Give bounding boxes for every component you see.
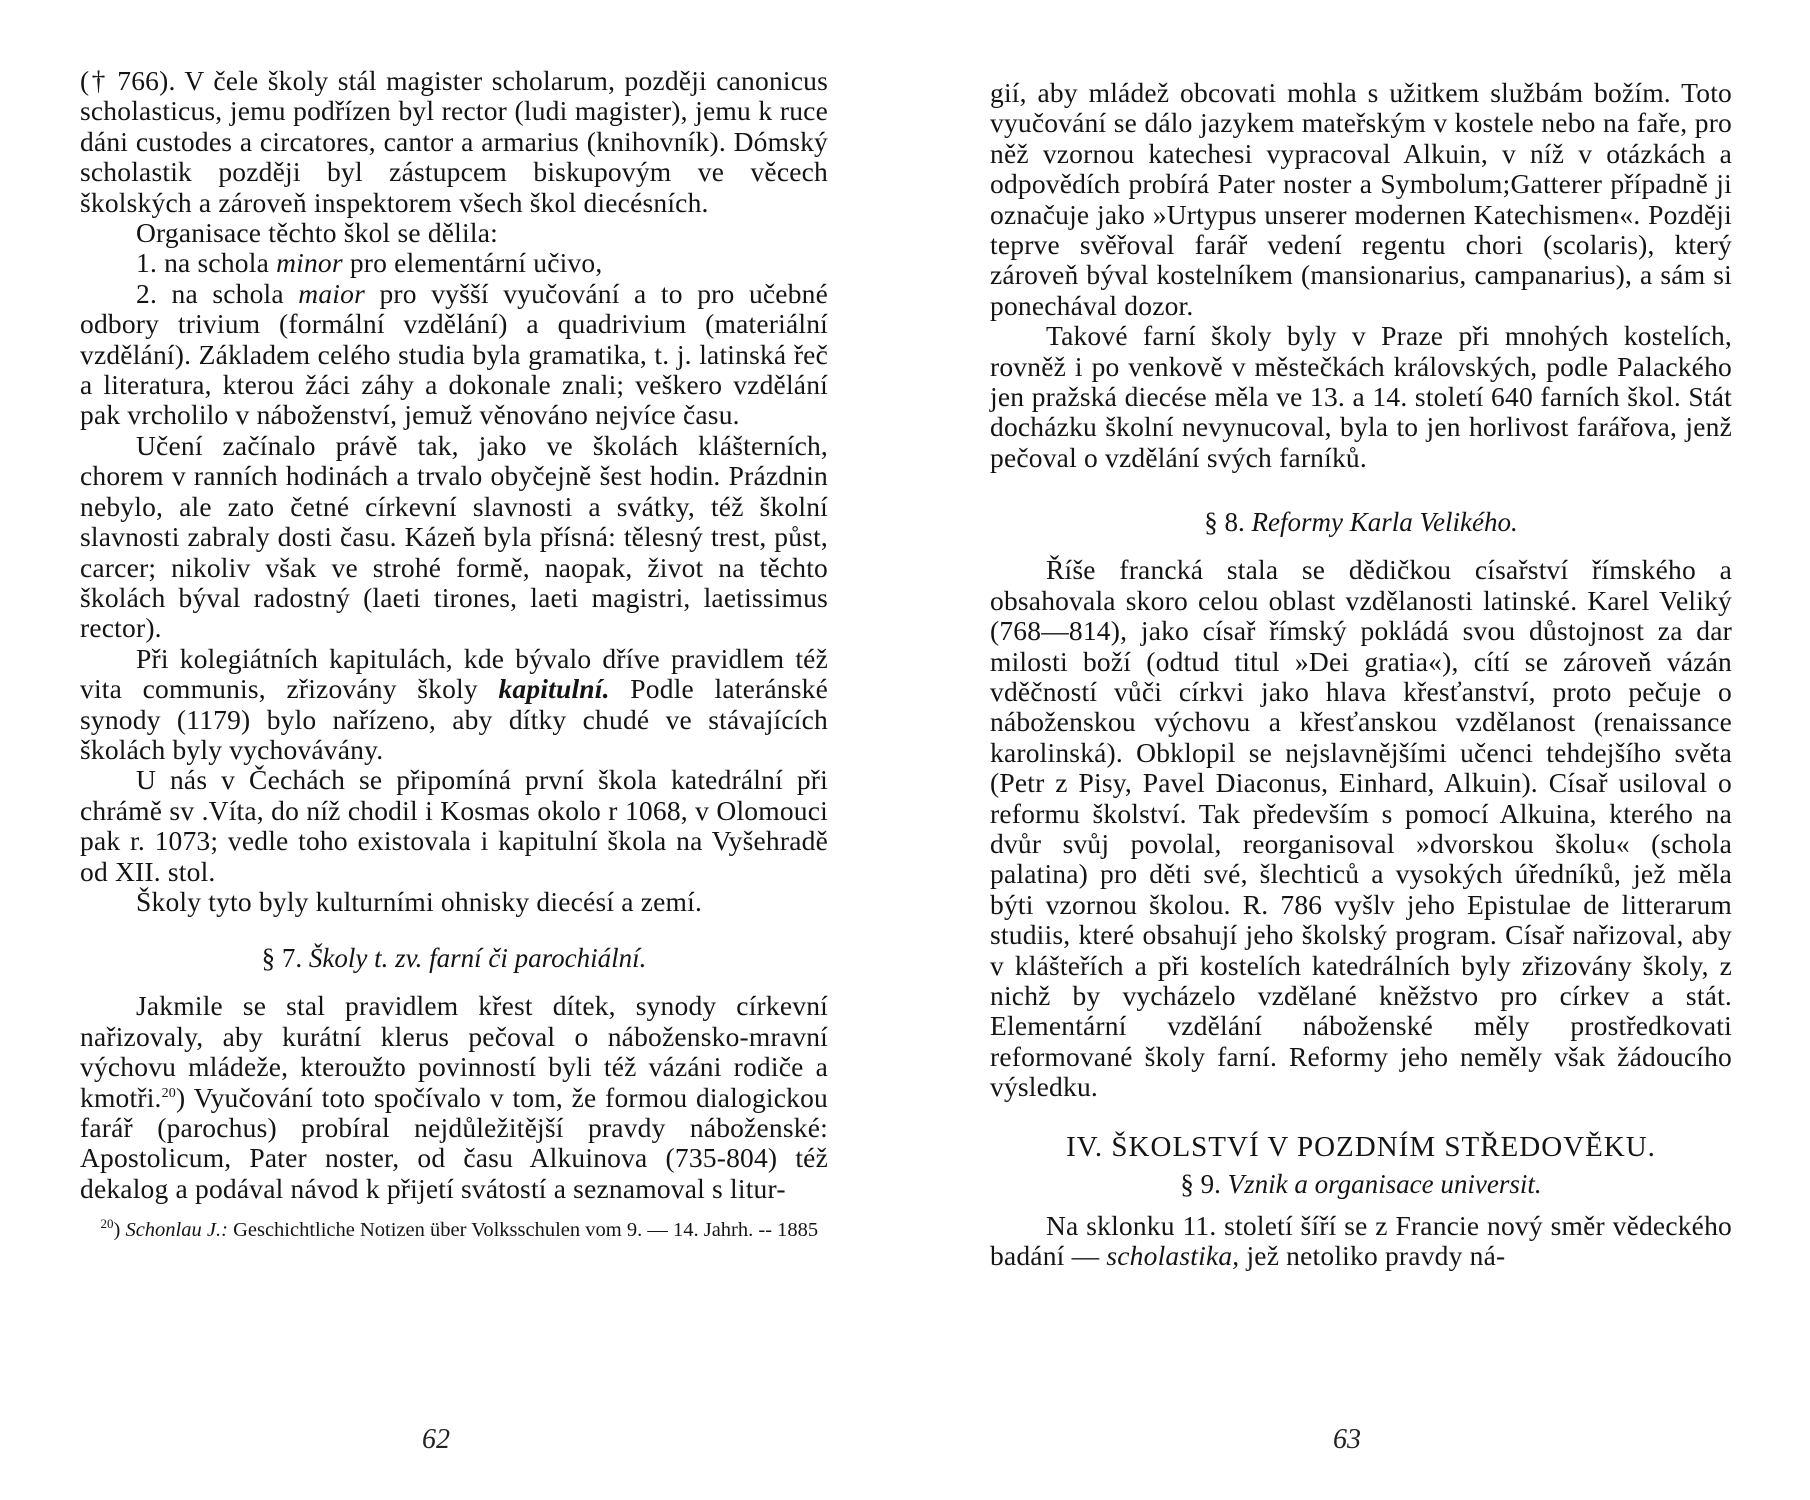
right-page-text-mid (990, 555, 1732, 1102)
paragraph: († 766). V čele školy stál magister scholarum, později canonicus scholasticus, jemu podřízen byl rector (ludi magister), jemu k ruce dáni custodes a circatores, cantor a armarius (knihovník). Dómský scholastik později byl zástupcem biskupovým ve věcech školských a zároveň inspektorem všech škol diecésních. (80, 65, 828, 218)
page-number: 62 (422, 1424, 450, 1455)
footnote-reference: 20 (161, 1085, 177, 1101)
paragraph: Na sklonku 11. století šíří se z Francie nový směr vědeckého badání — scholastika, jež netoliko pravdy ná- (990, 1209, 1732, 1271)
right-page (990, 78, 1732, 1271)
paragraph: Organisace těchto škol se dělila: (136, 217, 498, 249)
left-page-text (80, 66, 828, 917)
page-number: 63 (1333, 1424, 1361, 1455)
paragraph: Učení začínalo právě tak, jako ve školách klášterních, chorem v ranních hodinách a trvalo obyčejně šest hodin. Prázdnin nebylo, ale zato četné církevní slavnosti a svátky, též školní slavnosti zabraly dosti času. Kázeň byla přísná: tělesný trest, půst, carcer; nikoliv však ve strohé formě, naopak, život na těchto školách býval radostný (laeti tirones, laeti magistri, laetissimus rector). (80, 429, 828, 644)
section-heading: § 8. Reformy Karla Velikého. (1204, 507, 1518, 538)
right-page-text-end (990, 1211, 1732, 1272)
chapter-heading: IV. ŠKOLSTVÍ V POZDNÍM STŘEDOVĚKU. (1066, 1130, 1656, 1163)
paragraph: gií, aby mládež obcovati mohla s užitkem službám božím. Toto vyučování se dálo jazykem mateřským v kostele nebo na faře, pro něž vzornou katechesi vypracoval Alkuin, v níž v otázkách a odpovědích probírá Pater noster a Symbolum;Gatterer případně ji označuje jako »Urtypus unserer modernen Katechismen«. Později teprve svěřoval farář vedení regentu chori (scolaris), který zároveň býval kostelníkem (mansionarius, campanarius), a sám si ponechával dozor. (990, 77, 1732, 321)
left-page (80, 66, 828, 1242)
section-heading: § 9. Vznik a organisace universit. (1180, 1168, 1542, 1199)
right-page-text (990, 78, 1732, 473)
paragraph: U nás v Čechách se připomíná první škola katedrální při chrámě sv .Víta, do níž chodil i Kosmas okolo r 1068, v Olomouci pak r. 1073; vedle toho existovala i kapitulní škola na Vyšehradě od XII. stol. (80, 764, 828, 887)
paragraph: Školy tyto byly kulturními ohnisky diecésí a zemí. (136, 885, 703, 917)
paragraph: 1. na schola minor pro elementární učivo, (136, 247, 603, 279)
paragraph: Takové farní školy byly v Praze při mnohých kostelích, rovněž i po venkově v městečkách královských, podle Palackého jen pražská diecése měla ve 13. a 14. století 640 farních škol. Stát docházku školní nevynucoval, byla to jen horlivost farářova, jenž pečoval o vzdělání svých farníků. (990, 320, 1732, 473)
paragraph: Jakmile se stal pravidlem křest dítek, synody církevní nařizovaly, aby kurátní klerus pečoval o nábožensko-mravní výchovu mládeže, kteroužto povinností byli též vázáni rodiče a kmotři.$^{20}$) Vyučování toto spočívalo v tom, že formou dialogickou farář (parochus) probíral nejdůležitější pravdy náboženské: Apostolicum, Pater noster, od času Alkuinova (735-804) též dekalog a podával návod k přijetí svátostí a seznamoval s litur- (80, 990, 828, 1204)
paragraph: Při kolegiátních kapitulách, kde bývalo dříve pravidlem též vita communis, zřizovány školy kapitulní. Podle lateránské synody (1179) bylo nařízeno, aby dítky chudé ve stávajících školách byly vychovávány. (80, 642, 828, 765)
section-heading: § 7. Školy t. zv. farní či parochiální. (261, 943, 647, 974)
footnote: $^{20}$) Schonlau J.: Geschichtliche Notizen über Volksschulen vom 9. — 14. Jahrh. -- 1885 (100, 1216, 819, 1242)
left-page-text-continued (80, 991, 828, 1204)
paragraph: 2. na schola maior pro vyšší vyučování a to pro učebné odbory trivium (formální vzdělání) a quadrivium (materiální vzdělání). Základem celého studia byla gramatika, t. j. latinská řeč a literatura, kterou žáci záhy a dokonale znali; veškero vzdělání pak vrcholilo v náboženství, jemuž věnováno nejvíce času. (80, 277, 829, 431)
paragraph: Říše francká stala se dědičkou císařství římského a obsahovala skoro celou oblast vzdělanosti latinské. Karel Veliký (768—814), jako císař římský pokládá svou důstojnost za dar milosti boží (odtud titul »Dei gratia«), cítí se zároveň vázán vděčností vůči církvi jako hlava křesťanství, proto pečuje o náboženskou výchovu a křesťanskou vzdělanost (renaissance karolinská). Obklopil se nejslavnějšími učenci tehdejšího světa (Petr z Pisy, Pavel Diaconus, Einhard, Alkuin). Císař usiloval o reformu školství. Tak především s pomocí Alkuina, kterého na dvůr svůj povolal, reorganisoval »dvorskou školu« (schola palatina) pro děti své, šlechticů a vysokých úředníků, jež měla býti vzornou školou. R. 786 vyšlv jeho Epistulae de litterarum studiis, které obsahují jeho školský program. Císař nařizoval, aby v klášteřích a při kostelích katedrálních byly zřizovány školy, z nichž by vycházelo vzdělané kněžstvo pro církev a stát. Elementární vzdělání náboženské měly prostředkovati reformované školy farní. Reformy jeho neměly však žádoucího výsledku. (990, 554, 1732, 1103)
